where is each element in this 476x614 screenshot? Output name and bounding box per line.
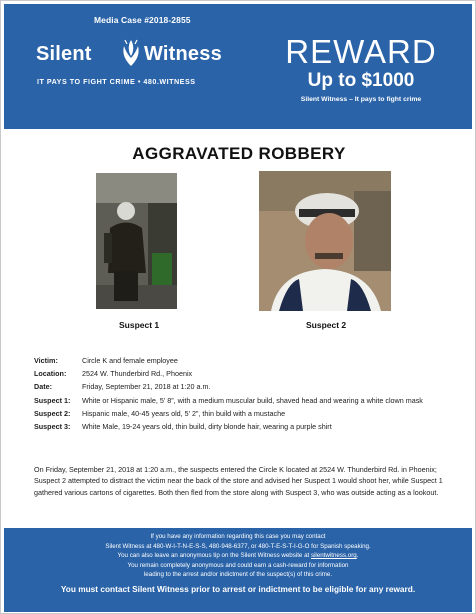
footer-contact-intro: If you have any information regarding this case you may contact [150,533,326,540]
footer-arrest-line: leading to the arrest and/or indictment of the suspect(s) of this crime. [143,571,333,579]
detail-value: White or Hispanic male, 5’ 8”, with a medium muscular build, shaved head and wearing a white clown mask [82,395,423,405]
detail-row-suspect-3 [34,421,454,433]
footer-eligibility-notice: You must contact Silent Witness prior to arrest or indictment to be eligible for any reward. [60,583,416,594]
detail-label: Location: [34,369,67,379]
logo-tagline: IT PAYS TO FIGHT CRIME • 480.WITNESS [37,77,196,86]
detail-value: White Male, 19-24 years old, thin build, dirty blonde hair, wearing a purple shirt [82,421,332,431]
footer-anonymous-line: You remain completely anonymous and could earn a cash-reward for information [127,561,349,569]
detail-row-date [34,381,454,393]
case-details [34,355,454,434]
detail-label: Suspect 3: [34,421,71,431]
detail-label: Date: [34,382,52,392]
footer-banner [4,528,472,612]
logo-word-silent: Silent [36,43,92,65]
silent-witness-logo [36,38,236,70]
media-case-number: Media Case #2018-2855 [94,15,191,25]
reward-amount: Up to $1000 [307,70,415,91]
reward-tagline: Silent Witness – It pays to fight crime [300,96,422,103]
detail-label: Victim: [34,356,58,365]
suspect-1-caption: Suspect 1 [119,320,160,330]
footer-website-post: . [356,552,359,560]
case-narrative: On Friday, September 21, 2018 at 1:20 a.m., the suspects entered the Circle K located at 2524 W. Thunderbird Rd. in Phoenix; Suspect 2 attempted to distract the victim near the back of the store and advised her Suspect 1 would shoot her, while Suspect 1 gathered various cartons of cigarettes. Both then fled from the store along with Suspect 3, who was outside acting as a lookout. [34,465,443,497]
detail-row-victim [34,355,454,367]
crime-title: AGGRAVATED ROBBERY [132,144,346,163]
detail-value: Hispanic male, 40-45 years old, 5’ 2”, thin build with a mustache [82,408,286,418]
detail-row-suspect-1 [34,395,454,407]
detail-label: Suspect 1: [34,395,71,405]
suspect-1-photo [96,173,177,309]
suspect-2-caption: Suspect 2 [306,320,347,330]
footer-phone-numbers: Silent Witness at 480-W-I-T-N-E-S-S, 480-948-6377, or 480-T-E-S-T-I-G-O for Spanish speaking. [105,542,371,550]
logo-word-witness: Witness [144,43,222,65]
header-banner [4,4,472,129]
detail-value: Circle K and female employee [82,356,178,365]
reward-heading: REWARD [285,33,437,70]
detail-row-location [34,368,454,380]
footer-website-pre: You can also leave an anonymous tip on the Silent Witness website at [117,552,311,560]
detail-value: Friday, September 21, 2018 at 1:20 a.m. [82,382,211,392]
website-link[interactable]: silentwitness.org [310,552,357,560]
detail-row-suspect-2 [34,408,454,420]
detail-value: 2524 W. Thunderbird Rd., Phoenix [82,369,193,379]
megaphone-hands-icon [120,38,142,68]
detail-label: Suspect 2: [34,408,71,418]
footer-website-line [4,551,472,561]
suspect-2-photo [259,171,391,311]
